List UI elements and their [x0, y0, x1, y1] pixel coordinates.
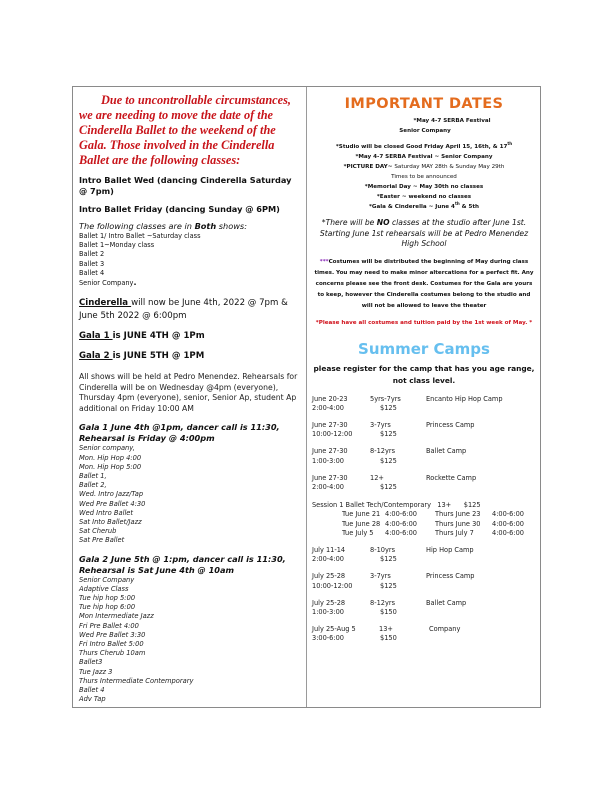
camp-entry [312, 599, 536, 617]
camp-price: $150 [380, 607, 397, 616]
superscript: th [454, 201, 460, 207]
list-item: Ballet3 [79, 658, 103, 667]
reschedule-notice: Due to uncontrollable circumstances, we are needing to move the date of the Cinderella Ballet to the weekend of the Gala. Those involved in the Cinderella Ballet are the following classes: [79, 93, 291, 167]
camp-dates: June 27-30 [312, 473, 348, 482]
no-classes-notice [312, 218, 536, 250]
list-end-dot: . [133, 278, 137, 288]
session-row [312, 529, 536, 538]
senior-company-line: Senior Company [399, 128, 451, 134]
gala-cinderella-line [312, 202, 536, 212]
session-day2: Thurs June 30 [435, 519, 481, 528]
list-item: Ballet 3 [79, 259, 105, 268]
session-time1: 4:00-6:00 [385, 528, 417, 537]
payment-notice: *Please have all costumes and tuition paid by the 1st week of May. * [315, 319, 533, 326]
camp-dates: June 20-23 [312, 394, 348, 403]
session-time2: 4:00-6:00 [492, 510, 524, 519]
camp-name: Company [429, 625, 461, 634]
both-bold: Both [194, 221, 217, 231]
list-item: Adaptive Class [79, 584, 129, 593]
camp-dates: July 25-28 [312, 598, 346, 607]
list-item: Thurs Intermediate Contemporary [79, 676, 194, 685]
list-item: Mon Intermediate Jazz [79, 612, 154, 621]
session-day2: Thurs June 23 [435, 510, 481, 519]
camp-ages: 13+ [379, 625, 393, 634]
session-title: Session 1 Ballet Tech/Contemporary 13+ $125 [312, 501, 481, 510]
both-shows-list [79, 232, 301, 288]
register-note: please register for the camp that has you age range, not class level. [313, 363, 535, 385]
newsletter-frame [72, 86, 541, 708]
camp-time: 1:00-3:00 [312, 607, 344, 616]
camp-name: Ballet Camp [426, 598, 467, 607]
camp-ages: 8-12yrs [370, 598, 396, 607]
gala2-heading: Gala 2 June 5th @ 1:pm, dancer call is 11:30, Rehearsal is Sat June 4th @ 10am [79, 553, 286, 575]
session-row [312, 520, 536, 529]
camp-ages: 3-7yrs [370, 572, 391, 581]
intro-ballet-fri: Intro Ballet Friday (dancing Sunday @ 6PM) [79, 204, 280, 214]
list-item: Ballet 1/ Intro Ballet ~Saturday class [79, 232, 201, 240]
memorial-day-line: *Memorial Day ~ May 30th no classes [364, 184, 484, 190]
studio-closed-text: *Studio will be closed Good Friday April 15, 16th, & 17 [335, 144, 508, 150]
list-item: Wed. Intro Jazz/Tap [79, 490, 144, 499]
session-time1: 4:00-6:00 [385, 510, 417, 519]
camp-price: $125 [380, 581, 397, 590]
session-entry [312, 501, 536, 538]
picture-day-dates: Saturday MAY 28th & Sunday May 29th [394, 164, 505, 170]
costumes-notice [312, 257, 536, 312]
camp-dates: June 27-30 [312, 420, 348, 429]
list-item: Wed Pre Ballet 4:30 [79, 499, 146, 508]
camp-time: 2:00-4:00 [312, 403, 344, 412]
gala1-date [79, 331, 301, 342]
list-item: Ballet 4 [79, 686, 105, 695]
list-item: Ballet 4 [79, 268, 105, 277]
list-item: Fri Pre Ballet 4:00 [79, 621, 139, 630]
session-day2: Thurs July 7 [435, 528, 474, 537]
gala1-class-list [79, 444, 301, 545]
summer-camps-title: Summer Camps [358, 339, 490, 358]
picture-day-line [312, 162, 536, 172]
camp-time: 10:00-12:00 [312, 581, 353, 590]
list-item: Tue Jazz 3 [79, 667, 113, 676]
session-row [312, 510, 536, 519]
cinderella-label: Cinderella [79, 298, 132, 309]
camp-ages: 12+ [370, 473, 384, 482]
studio-closed-line [312, 142, 536, 152]
list-item: Senior company, [79, 444, 135, 453]
easter-line: *Easter ~ weekend no classes [376, 194, 472, 200]
camp-ages: 8-12yrs [370, 447, 396, 456]
list-item: Ballet 1, [79, 472, 107, 481]
superscript: th [507, 141, 513, 147]
camp-dates: July 11-14 [312, 545, 346, 554]
gala-cinderella-text: *Gala & Cinderella ~ June 4 [368, 204, 455, 210]
list-item: Adv Tap [79, 695, 106, 704]
camp-entry [312, 395, 536, 413]
camp-entry [312, 421, 536, 439]
list-item: Sat Into Ballet/Jazz [79, 518, 142, 527]
camp-dates: June 27-30 [312, 447, 348, 456]
camp-ages: 8-10yrs [370, 545, 396, 554]
camp-name: Ballet Camp [426, 447, 467, 456]
list-item: Mon. Hip Hop 4:00 [79, 453, 142, 462]
both-suffix: shows: [216, 221, 247, 231]
gala-cinderella-text-end: & 5th [459, 204, 480, 210]
list-item-text: Senior Company [79, 279, 134, 288]
list-item: Mon. Hip Hop 5:00 [79, 462, 142, 471]
list-item: Sat Cherub [79, 527, 117, 536]
list-item: Sat Pre Ballet [79, 536, 125, 545]
camp-price: $125 [380, 555, 397, 564]
camp-price: $125 [380, 482, 397, 491]
camp-price: $125 [380, 456, 397, 465]
camp-name: Princess Camp [426, 420, 475, 429]
camp-entry [312, 447, 536, 465]
camp-dates: July 25-28 [312, 572, 346, 581]
list-item: Wed Pre Ballet 3:30 [79, 630, 146, 639]
list-item: Wed Intro Ballet [79, 508, 134, 517]
cinderella-text: will now be June 4th, 2022 @ 7pm & June 5th 2022 @ 6:00pm [79, 298, 288, 321]
camp-price: $125 [380, 403, 397, 412]
camp-entry [312, 474, 536, 492]
session-time2: 4:00-6:00 [492, 519, 524, 528]
camp-ages: 3-7yrs [370, 420, 391, 429]
camp-ages: 5yrs-7yrs [370, 394, 401, 403]
camp-name: Rockette Camp [426, 473, 477, 482]
intro-ballet-wed: Intro Ballet Wed (dancing Cinderella Saturday @ 7pm) [79, 175, 292, 196]
camp-time: 10:00-12:00 [312, 430, 353, 439]
camp-entry [312, 546, 536, 564]
camp-price: $125 [380, 430, 397, 439]
right-column [307, 87, 540, 707]
no-classes-suffix: classes at the studio after June 1st. Starting June 1st rehearsals will be at Pedro Menendez High School [319, 218, 529, 248]
cinderella-date [79, 297, 301, 322]
list-item [79, 278, 301, 288]
both-shows-heading [79, 221, 301, 232]
camp-price: $150 [380, 634, 397, 643]
camp-name: Princess Camp [426, 572, 475, 581]
gala1-text: is JUNE 4TH @ 1Pm [112, 331, 205, 342]
camp-time: 2:00-4:00 [312, 555, 344, 564]
gala1-label: Gala 1 [79, 331, 113, 342]
camp-time: 2:00-4:00 [312, 482, 344, 491]
costumes-stars: *** [319, 258, 329, 265]
venue-paragraph: All shows will be held at Pedro Menendez. Rehearsals for Cinderella will be on Wednesday @4pm (everyone), Thursday 4pm (everyone), senior, Senior Ap, student Ap additional on Friday 10:00 AM [79, 372, 298, 413]
camp-name: Encanto Hip Hop Camp [426, 394, 503, 403]
list-item: Ballet 2 [79, 250, 105, 259]
gala2-date [79, 351, 301, 362]
important-dates-title: IMPORTANT DATES [344, 96, 504, 112]
camp-time: 1:00-3:00 [312, 456, 344, 465]
camp-entry [312, 625, 536, 643]
camp-time: 3:00-6:00 [312, 634, 344, 643]
times-tba-text: Times to be announced [391, 174, 457, 180]
serba-combined-line: *May 4-7 SERBA Festival ~ Senior Company [355, 154, 493, 160]
session-day1: Tue June 28 [342, 519, 381, 528]
list-item: Thurs Cherub 10am [79, 649, 146, 658]
gala2-class-list [79, 576, 301, 705]
session-day1: Tue June 21 [342, 510, 381, 519]
times-tba-line [312, 172, 536, 182]
list-item: Ballet 2, [79, 481, 107, 490]
serba-festival-line: *May 4-7 SERBA Festival [413, 118, 491, 124]
no-classes-bold: NO [376, 218, 390, 227]
list-item: Senior Company [79, 575, 135, 584]
picture-day-label: *PICTURE DAY~ [343, 164, 395, 170]
camp-entry [312, 572, 536, 590]
gala1-heading: Gala 1 June 4th @1pm, dancer call is 11:30, Rehearsal is Friday @ 4:00pm [79, 422, 280, 444]
session-time2: 4:00-6:00 [492, 528, 524, 537]
both-prefix: The following classes are in [79, 221, 195, 231]
list-item: Ballet 1~Monday class [79, 241, 155, 250]
session-day1: Tue July 5 [342, 528, 374, 537]
list-item: Tue hip hop 6:00 [79, 603, 136, 612]
gala2-label: Gala 2 [79, 351, 113, 362]
camp-dates: July 25-Aug 5 [312, 625, 356, 634]
no-classes-prefix: *There will be [321, 218, 377, 227]
list-item: Tue hip hop 5:00 [79, 594, 136, 603]
left-column [73, 87, 307, 707]
session-time1: 4:00-6:00 [385, 519, 417, 528]
camp-name: Hip Hop Camp [426, 545, 474, 554]
gala2-text: is JUNE 5TH @ 1PM [112, 351, 205, 362]
list-item: Fri Intro Ballet 5:00 [79, 640, 144, 649]
costumes-text: Costumes will be distributed the beginning of May during class times. You may need to make minor altercations for a perfect fit. Any concerns please see the front desk. Costumes for the Gala are yours to keep, however the Cinderella costumes belong to the studio and will not be allowed to leave the theater [314, 258, 534, 309]
